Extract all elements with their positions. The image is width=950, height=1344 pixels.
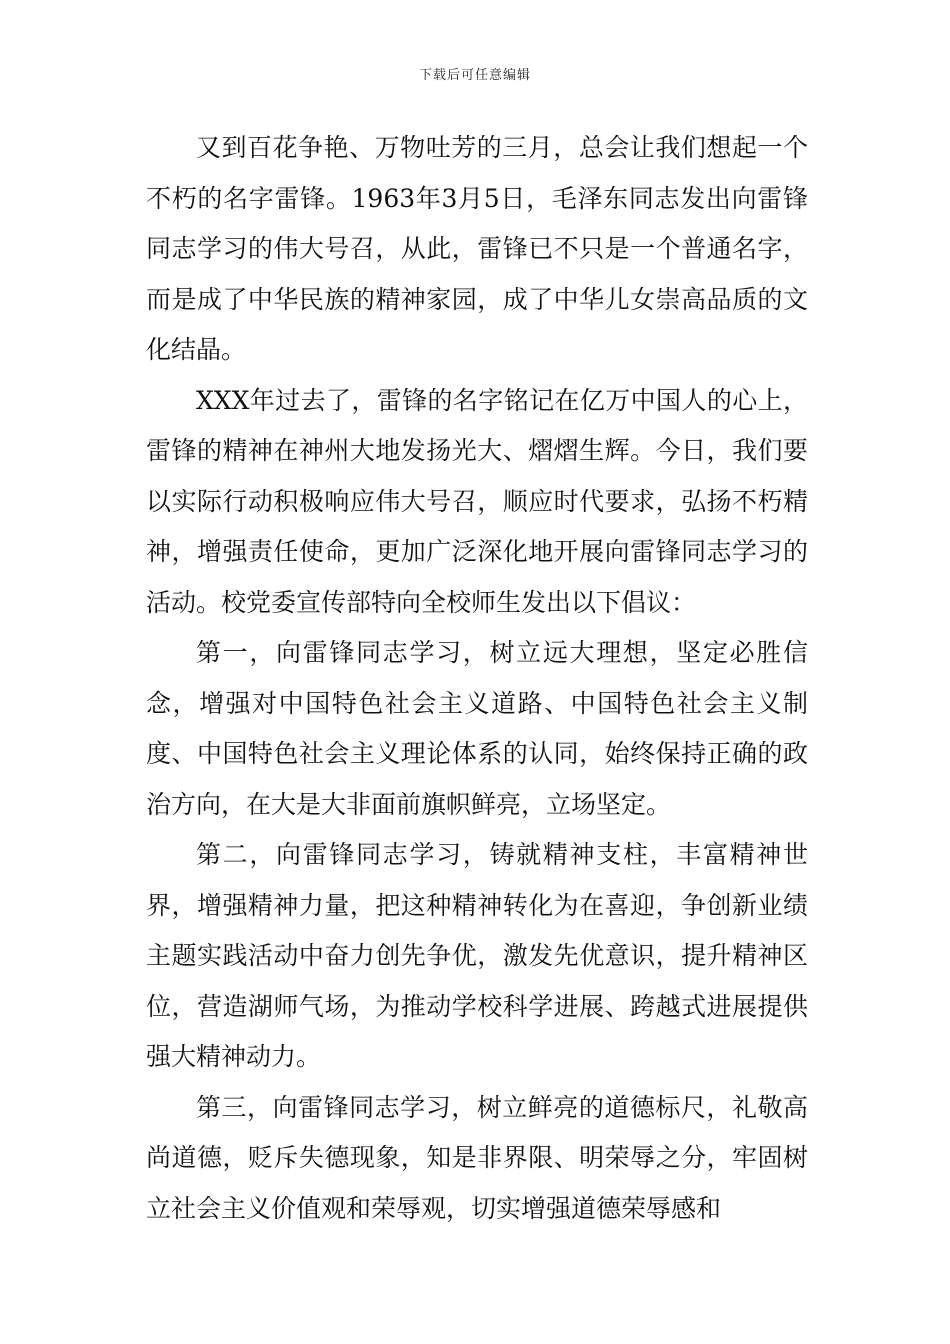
paragraph: XXX年过去了，雷锋的名字铭记在亿万中国人的心上，雷锋的精神在神州大地发扬光大、熠熠生辉。今日，我们要以实际行动积极响应伟大号召，顺应时代要求，弘扬不朽精神，增强责任使命，更加广泛深化地开展向雷锋同志学习的活动。校党委宣传部特向全校师生发出以下倡议： bbox=[146, 385, 808, 617]
paragraph: 又到百花争艳、万物吐芳的三月，总会让我们想起一个不朽的名字雷锋。1963年3月5日，毛泽东同志发出向雷锋同志学习的伟大号召，从此，雷锋已不只是一个普通名字，而是成了中华民族的精神家园，成了中华儿女崇高品质的文化结晶。 bbox=[146, 133, 808, 364]
paragraph: 第三，向雷锋同志学习，树立鲜亮的道德标尺，礼敬高尚道德，贬斥失德现象，知是非界限、明荣辱之分，牢固树立社会主义价值观和荣辱观，切实增强道德荣辱感和 bbox=[146, 1092, 808, 1223]
paragraph: 第一，向雷锋同志学习，树立远大理想，坚定必胜信念，增强对中国特色社会主义道路、中国特色社会主义制度、中国特色社会主义理论体系的认同，始终保持正确的政治方向，在大是大非面前旗帜鲜亮，立场坚定。 bbox=[146, 638, 808, 819]
document-body bbox=[146, 123, 808, 1234]
paragraph: 第二，向雷锋同志学习，铸就精神支柱，丰富精神世界，增强精神力量，把这种精神转化为在喜迎，争创新业绩主题实践活动中奋力创先争优，激发先优意识，提升精神区位，营造湖师气场，为推动学校科学进展、跨越式进展提供强大精神动力。 bbox=[146, 840, 808, 1071]
page-header: 下载后可任意编辑 bbox=[418, 68, 531, 83]
